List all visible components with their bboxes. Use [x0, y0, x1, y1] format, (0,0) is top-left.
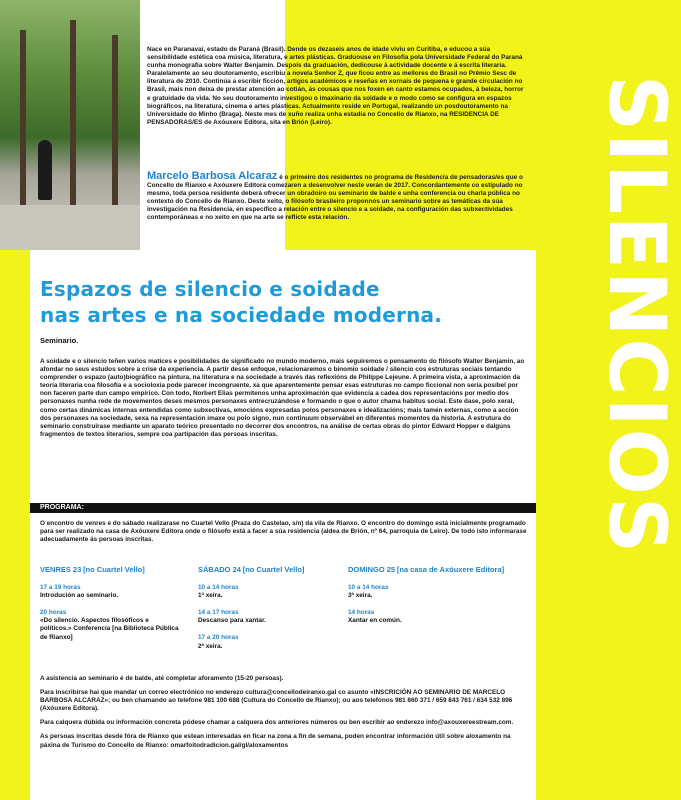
title-line-2: nas artes e na sociedade moderna. [40, 303, 443, 327]
vertical-side-title [536, 0, 681, 800]
programa-label: PROGRAMA: [40, 504, 84, 511]
programa-intro-text: O encontro de venres e do sábado realizarase no Cuartel Vello (Praza do Castelao, s/n) da vila de Rianxo. O encontro do domingo está inicialmente programado para ser realizado na casa de Axóuxere Editora onde o filósofo está a facer a súa residencia (aldea de Brión, nº 64, parroquia de Leiro). De todo isto informarase adecuadamente ás persoas inscritas. [40, 520, 527, 544]
programa-banner [30, 503, 536, 513]
day-column-sabado [198, 566, 328, 660]
intro-paragraph [147, 46, 527, 127]
session-desc: Descanso para xantar. [198, 617, 266, 625]
session-desc: «Do silencio. Aspectos filosóficos e políticos.» Conferencia [na Biblioteca Pública de Rianxo] [40, 617, 179, 641]
author-photo [0, 0, 140, 250]
session-desc: Introdución ao seminario. [40, 592, 119, 600]
session-time: 10 a 14 horas [348, 584, 389, 592]
session-desc: Xantar en común. [348, 617, 402, 625]
session-time: 20 horas [40, 609, 67, 617]
side-title-text: SILENCIOS [591, 74, 681, 556]
title-line-1: Espazos de silencio e soidade [40, 277, 380, 301]
session-time: 10 a 14 horas [198, 584, 239, 592]
note-item: Para calquera dúbida ou información concreta pódese chamar a calquera dos anteriores números ou ben escribir ao enderezo info@axouxereestream.com. [40, 719, 514, 727]
day-location: [no Cuartel Vello] [83, 565, 145, 574]
day-column-domingo [348, 566, 528, 634]
subtitle: Seminario. [40, 336, 79, 345]
seminar-text: A soidade e o silencio teñen varios matices e posibilidades de significado no mundo moderno, mais seguiremos o pensamento do filósofo Walter Benjamin, ao afondar no seus estudos sobre a crise da experiencia. A partir desse enfoque, relacionaremos o binomio soidade / silencio cos estruturas sociais tentando comprender o espazo (auto)biográfico na pintura, na literatura e na sociedade a través das reflexións de Philippe Lejeune. A primeira vista, a aproximación da teoría literaria coa filosofía e a socioloxía pode parecer incongruente, xa que aparentemente pensar esas estruturas no campo ficcional non sería posíbel por non faceren parte dun campo empírico. Con todo, Norbert Elias permitenos unha aproximación que evidencia a cadea dos representacións por medio dos personaxes nunha rede de movementos deses mesmos personaxes entrecruzándose e formando o que o autor chama habitus social. Este dase, polo xeral, como certas dinámicas internas entendidas como subxectivas, emocións expresadas polos personaxes e idealizacións; mais tamén externas, como a acción dos personaxes na sociedade, sexa na representación imaxe ou polo signo, nun continuum observábel en diferentes momentos da historia. A estrutura do seminario construirase mediante un aparato teórico presentado no decorrer dos encontros, na análise de certas obras do pintor Edward Hopper e dalgúns fragmentos de textos literarios, sempre coa partipación das persoas inscritas. [40, 358, 525, 438]
day-location: [na casa de Axóuxere Editora] [396, 565, 505, 574]
day-heading: VENRES 23 [40, 565, 82, 574]
notes-section [40, 675, 530, 756]
note-item: Para inscribirse hai que mandar un correo electrónico no enderezo cultura@concellodeiranxo.gal co asunto «INSCRICIÓN AO SEMINARIO DE MARCELO BARBOSA ALCARAZ»; ou ben chamando ao telefone 981 100 688 (Cultura do Concello de Rianxo); ou aos telefonos 981 860 371 / 659 843 761 / 634 532 896 (Axóuxere Editora). [40, 689, 513, 713]
day-location: [no Cuartel Vello] [242, 565, 305, 574]
person-figure [38, 140, 52, 200]
session-time: 17 a 20 horas [198, 634, 239, 642]
note-item: A asistencia ao seminario é de balde, até completar aforamento (15-20 persoas). [40, 675, 284, 682]
bio-name: Marcelo Barbosa Alcaraz [147, 170, 278, 182]
note-item: As persoas inscritas desde fóra de Rianxo que estean interesadas en ficar na zona a fin de semana, poden encontrar información útil sobre aloxamento na páxina de Turismo do Concello de Rianxo: omarfoitodradicion.gal/gl/aloxamentos [40, 733, 511, 749]
session-time: 17 a 19 horas [40, 584, 81, 592]
session-time: 14 a 17 horas [198, 609, 239, 617]
session-desc: 3ª xeira. [348, 592, 373, 600]
day-column-venres [40, 566, 180, 651]
page-title [40, 276, 530, 328]
day-heading: SÁBADO 24 [198, 565, 241, 574]
day-heading: DOMINGO 25 [348, 565, 396, 574]
session-desc: 1ª xeira. [198, 592, 223, 600]
intro-text: Nace en Paranavaí, estado de Paraná (Brasil). Dende os dezaseis anos de idade viviu en Curitiba, e educou a súa sensibilidade estética coa música, literatura, e artes plásticas. Graduouse en Filosofía pola Universidade Federal do Paraná cunha monografía sobre Walter Benjamin. Despois da graduación, dedicouse á actividade docente e á escrita literaria. Paralelamente ao seu doutoramento, escribiu a novela Senhor Z, que ficou entre as mellores do Brasil no Prêmio Sesc de literatura de 2010. Continúa a escribir ficción, artigos académicos e reseñas en xornais de pequena e grande circulación no Brasil, mais non deixa de prestar atención ao cotián, ás cousas que nos foxen en canto estamos ocupados, á beleza, horror e gratuidade da vida. No seu doutoramento investigou o imaxinario da soidade e o modo como se configura en espazos biográficos, na literatura, cinema e artes plásticas. Actualmente reside en Portugal, realizando un posdoutoramento na Universidade do Minho (Braga). Neste mes de xuño realiza unha estadía no Concello de Rianxo, na RESIDENCIA DE PENSADORAS/ES de Axóuxere Editora, sita en Brión (Leiro). [147, 46, 524, 126]
session-time: 14 horas [348, 609, 375, 617]
bio-text: é o primeiro dos residentes no programa de Residencia de pensadoras/es que o Concello de Rianxo e Axóuxere Editora comezaren a desenvolver neste verán de 2017. Concordantemente co estipulado no mesmo, toda persoa residente deberá ofrecer un obradoiro ou seminario de balde e unha conferencia ou charla pública no contexto do Concello de Rianxo. Deste xeito, o filósofo brasileiro proponnos un seminario sobre as temáticas da súa investigación na Residencia, en específico a relación entre o silencio e a soidade, na configuración das subxectividades contemporáneas e no xeito en que na arte se reflicte esta relación. [147, 174, 523, 222]
seminar-description [40, 358, 530, 439]
session-desc: 2ª xeira. [198, 642, 223, 650]
left-color-strip [0, 250, 30, 800]
programa-intro [40, 520, 530, 544]
bio-paragraph [147, 172, 527, 223]
